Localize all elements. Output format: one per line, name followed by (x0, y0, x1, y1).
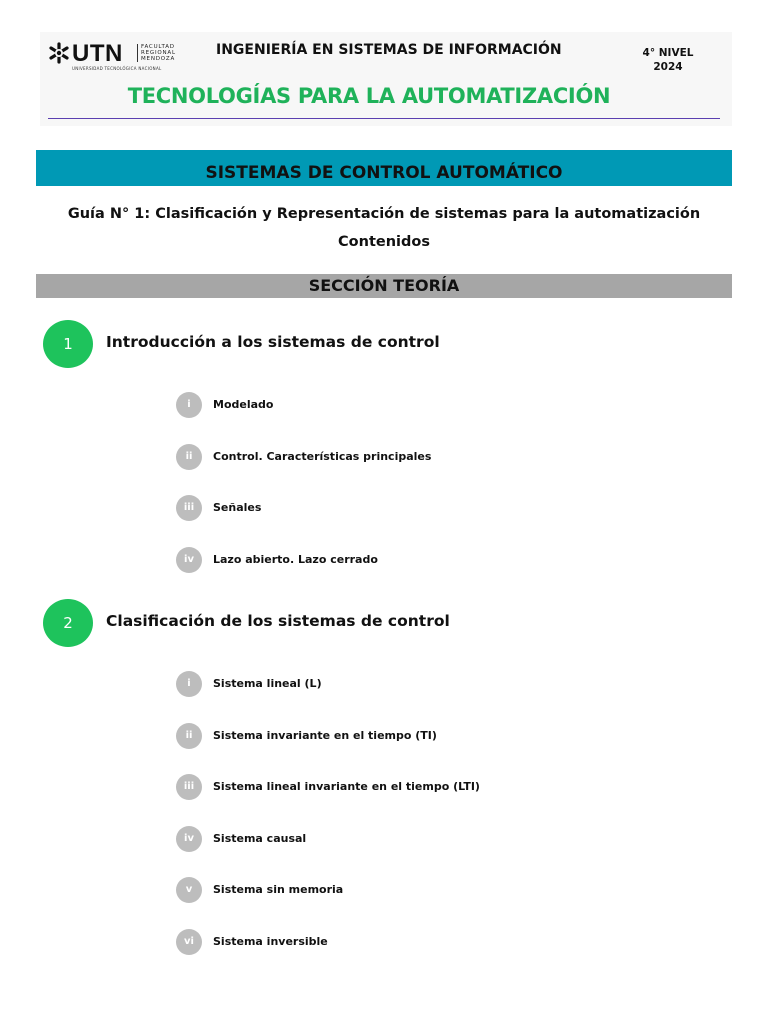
list-item-label: Sistema inversible (213, 935, 328, 948)
list-item-label: Modelado (213, 398, 274, 411)
list-item-label: Control. Características principales (213, 450, 432, 463)
logo-faculty (137, 44, 176, 62)
logo-faculty-line: MENDOZA (141, 56, 176, 62)
level-year (636, 46, 700, 74)
numeral-badge: i (176, 392, 202, 418)
year-label: 2024 (653, 61, 683, 73)
list-item-label: Sistema causal (213, 832, 307, 845)
topic-number-badge: 1 (43, 320, 93, 368)
list-item-label: Sistema lineal (L) (213, 677, 322, 690)
logo-faculty-line: REGIONAL (141, 50, 176, 56)
numeral-badge: i (176, 671, 202, 697)
list-item-label: Señales (213, 501, 262, 514)
utn-emblem-icon (48, 42, 70, 64)
numeral-badge: ii (176, 444, 202, 470)
list-item-label: Lazo abierto. Lazo cerrado (213, 553, 378, 566)
numeral-badge: iii (176, 495, 202, 521)
logo-university: UNIVERSIDAD TECNOLÓGICA NACIONAL (72, 66, 162, 71)
guide-heading (36, 200, 732, 256)
guide-subtitle: Contenidos (338, 234, 430, 250)
section-header: SECCIÓN TEORÍA (36, 274, 732, 298)
list-item-label: Sistema lineal invariante en el tiempo (LTI) (213, 780, 480, 793)
document-header (40, 32, 732, 126)
list-item-label: Sistema sin memoria (213, 883, 344, 896)
numeral-badge: v (176, 877, 202, 903)
topic-title: Clasificación de los sistemas de control (106, 612, 450, 630)
numeral-badge: vi (176, 929, 202, 955)
topic-title: Introducción a los sistemas de control (106, 333, 440, 351)
level-label: 4° NIVEL (642, 47, 694, 59)
numeral-badge: ii (176, 723, 202, 749)
numeral-badge: iv (176, 547, 202, 573)
logo-text: UTN (72, 40, 123, 67)
numeral-badge: iii (176, 774, 202, 800)
logo-faculty-line: FACULTAD (141, 44, 175, 50)
course-title: SISTEMAS DE CONTROL AUTOMÁTICO (205, 163, 563, 183)
career-title: INGENIERÍA EN SISTEMAS DE INFORMACIÓN (216, 42, 562, 58)
numeral-badge: iv (176, 826, 202, 852)
topic-number-badge: 2 (43, 599, 93, 647)
utn-logo (48, 42, 178, 70)
header-divider (48, 118, 720, 119)
guide-title: Guía N° 1: Clasificación y Representación de sistemas para la automatización (67, 206, 701, 222)
subject-title: TECNOLOGÍAS PARA LA AUTOMATIZACIÓN (127, 84, 611, 108)
list-item-label: Sistema invariante en el tiempo (TI) (213, 729, 437, 742)
